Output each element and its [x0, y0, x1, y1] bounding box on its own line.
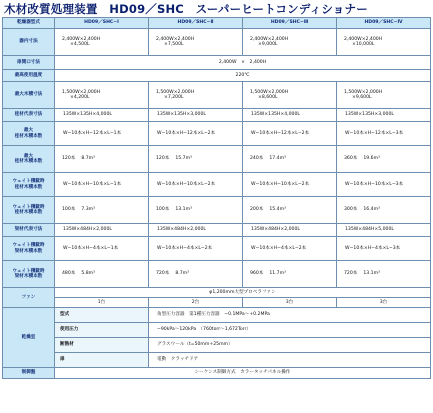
label-pillar-dimensions: 桂材代表寸法: [3, 109, 55, 122]
cell-weighted-beam-vol-1: [55, 261, 149, 288]
cell-control-panel: シーケンス制御方式 カラータッチパネル操作: [55, 368, 431, 379]
row-max-wood-dimensions: [3, 82, 431, 109]
pieces: 480本: [62, 271, 76, 277]
inner-dim-l: ×7,500L: [164, 42, 184, 47]
label-inner-dimensions: 器内寸法: [3, 29, 55, 56]
max-wood-wh: 1,500W×2,000H: [344, 89, 383, 95]
header-model-4: HD09／SHC−Ⅳ: [337, 18, 431, 29]
cell-weighted-pillar-count-3: W−10本×H−10本×L−2本: [243, 173, 337, 197]
drying-item-name: 扉: [55, 353, 149, 368]
cell-weighted-pillar-count-2: W−10本×H−10本×L−2本: [149, 173, 243, 197]
cell-weighted-beam-count-3: W−10本×H−4本×L−2本: [243, 237, 337, 261]
cell-inner-dim-3: [243, 29, 337, 56]
inner-dim-wh: 2,400W×2,400H: [250, 36, 289, 42]
cell-max-wood-3: [243, 82, 337, 109]
volume: 15.7m³: [175, 156, 192, 162]
volume: 8.7m³: [175, 271, 189, 277]
cell-weighted-beam-count-1: W−10本×H−4本×L−1本: [55, 237, 149, 261]
label-max-wood-dimensions: 最大木積寸法: [3, 82, 55, 109]
cell-weighted-beam-vol-2: [149, 261, 243, 288]
pieces: 300本: [344, 207, 358, 213]
volume: 13.1m³: [363, 271, 380, 277]
max-wood-wh: 1,500W×2,000H: [62, 89, 101, 95]
drying-item-value: 電動 クラッチドア: [149, 353, 431, 368]
volume: 13.1m³: [175, 207, 192, 213]
cell-weighted-pillar-vol-4: [337, 197, 431, 224]
cell-pillar-dim-3: 135W×135H×4,000L: [243, 109, 337, 122]
cell-max-pillar-count-1: W−10本×H−12本×L−1本: [55, 122, 149, 146]
cell-fan-units-3: 3台: [243, 298, 337, 308]
drying-item-name: 使用圧力: [55, 323, 149, 338]
pieces: 100本: [156, 207, 170, 213]
drying-item-name: 断熱材: [55, 338, 149, 353]
drying-item-value: −90kPa〜120kPa （760torr〜1,672Torr）: [149, 323, 431, 338]
cell-max-pillar-vol-1: [55, 146, 149, 173]
spec-table: [2, 17, 431, 379]
label-max-temperature: 最高使用温度: [3, 70, 55, 82]
drying-item-value: グラスウール（t=50mm+25mm）: [149, 338, 431, 353]
drying-item-name: 型式: [55, 308, 149, 323]
cell-pillar-dim-1: 135W×135H×4,000L: [55, 109, 149, 122]
header-model-1: HD09／SHC−Ⅰ: [55, 18, 149, 29]
row-fan-units: [3, 298, 431, 308]
cell-weighted-pillar-vol-2: [149, 197, 243, 224]
cell-pillar-dim-2: 135W×135H×3,000L: [149, 109, 243, 122]
row-weighted-pillar-count: [3, 173, 431, 197]
drying-item-value: 角型圧力容器 第1種圧力容器 −0.1MPa〜+0.2MPa: [149, 308, 431, 323]
row-weighted-pillar-volume: [3, 197, 431, 224]
inner-dim-wh: 2,400W×2,400H: [156, 36, 195, 42]
label-max-pillar-volume: 最大 桂材木積本数: [3, 146, 55, 173]
max-wood-wh: 1,500W×2,000H: [156, 89, 195, 95]
cell-fan-type: φ1,200mm大型プロペラファン: [55, 288, 431, 298]
row-control-panel: [3, 368, 431, 379]
label-weighted-beam-volume: ウェイト積載時 梁材木積本数: [3, 261, 55, 288]
label-fan: ファン: [3, 288, 55, 308]
label-beam-dimensions: 梁材代表寸法: [3, 224, 55, 237]
row-pillar-dimensions: [3, 109, 431, 122]
header-model-2: HD09／SHC−Ⅱ: [149, 18, 243, 29]
cell-fan-units-2: 2台: [149, 298, 243, 308]
row-max-pillar-count: [3, 122, 431, 146]
row-drying-door: [3, 353, 431, 368]
pieces: 100本: [62, 207, 76, 213]
max-wood-l: ×9,600L: [352, 95, 372, 100]
cell-max-wood-2: [149, 82, 243, 109]
cell-fan-units-4: 3台: [337, 298, 431, 308]
cell-inner-dim-2: [149, 29, 243, 56]
volume: 16.4m³: [363, 207, 380, 213]
label-weighted-beam-count: ウェイト積載時 梁材木積本数: [3, 237, 55, 261]
inner-dim-l: ×9,000L: [258, 42, 278, 47]
label-door-opening: 扉開口寸法: [3, 56, 55, 70]
pieces: 720本: [156, 271, 170, 277]
volume: 19.6m³: [363, 156, 380, 162]
cell-weighted-pillar-vol-3: [243, 197, 337, 224]
cell-weighted-beam-count-4: W−10本×H−4本×L−3本: [337, 237, 431, 261]
cell-beam-dim-2: 135W×484H×2,000L: [149, 224, 243, 237]
cell-max-temperature: 220℃: [55, 70, 431, 82]
cell-max-pillar-vol-2: [149, 146, 243, 173]
pieces: 720本: [344, 271, 358, 277]
row-drying-insulation: [3, 338, 431, 353]
row-weighted-beam-count: [3, 237, 431, 261]
max-wood-l: ×7,200L: [164, 95, 184, 100]
cell-max-pillar-vol-3: [243, 146, 337, 173]
label-weighted-pillar-volume: ウェイト積載時 桂材木積本数: [3, 197, 55, 224]
cell-inner-dim-4: [337, 29, 431, 56]
header-label: 乾燥器型式: [3, 18, 55, 29]
cell-max-pillar-vol-4: [337, 146, 431, 173]
pieces: 200本: [250, 207, 264, 213]
label-weighted-pillar-count: ウェイト積載時 桂材木積本数: [3, 173, 55, 197]
row-drying-pressure: [3, 323, 431, 338]
cell-weighted-pillar-count-1: W−10本×H−10本×L−1本: [55, 173, 149, 197]
cell-fan-units-1: 1台: [55, 298, 149, 308]
cell-beam-dim-3: 135W×484H×2,000L: [243, 224, 337, 237]
cell-beam-dim-4: 135W×484H×5,000L: [337, 224, 431, 237]
label-max-pillar-count: 最大 桂材木積本数: [3, 122, 55, 146]
cell-weighted-beam-vol-3: [243, 261, 337, 288]
cell-weighted-pillar-vol-1: [55, 197, 149, 224]
row-max-pillar-volume: [3, 146, 431, 173]
row-drying-type: [3, 308, 431, 323]
cell-max-pillar-count-4: W−10本×H−12本×L−3本: [337, 122, 431, 146]
cell-max-wood-4: [337, 82, 431, 109]
row-fan-type: [3, 288, 431, 298]
volume: 7.3m³: [81, 207, 95, 213]
cell-weighted-pillar-count-4: W−10本×H−10本×L−3本: [337, 173, 431, 197]
inner-dim-wh: 2,400W×2,400H: [62, 36, 101, 42]
cell-door-opening: 2,400W × 2,400H: [55, 56, 431, 70]
pieces: 120本: [62, 156, 76, 162]
volume: 8.7m³: [81, 156, 95, 162]
inner-dim-wh: 2,400W×2,400H: [344, 36, 383, 42]
max-wood-l: ×4,200L: [70, 95, 90, 100]
header-model-3: HD09／SHC−Ⅲ: [243, 18, 337, 29]
volume: 15.4m³: [269, 207, 286, 213]
cell-inner-dim-1: [55, 29, 149, 56]
row-door-opening: [3, 56, 431, 70]
header-row: [3, 18, 431, 29]
cell-max-pillar-count-3: W−10本×H−12本×L−2本: [243, 122, 337, 146]
row-max-temperature: [3, 70, 431, 82]
cell-max-pillar-count-2: W−10本×H−12本×L−2本: [149, 122, 243, 146]
page-title: 木材改質処理装置 HD09／SHC スーパーヒートコンディショナー: [4, 2, 368, 16]
max-wood-l: ×8,600L: [258, 95, 278, 100]
volume: 5.8m³: [81, 271, 95, 277]
row-beam-dimensions: [3, 224, 431, 237]
inner-dim-l: ×10,000L: [352, 42, 375, 47]
cell-max-wood-1: [55, 82, 149, 109]
pieces: 120本: [156, 156, 170, 162]
label-drying-chamber: 乾燥室: [3, 308, 55, 368]
inner-dim-l: ×4,500L: [70, 42, 90, 47]
pieces: 360本: [344, 156, 358, 162]
label-control-panel: 制御盤: [3, 368, 55, 379]
volume: 11.7m³: [269, 271, 286, 277]
pieces: 240本: [250, 156, 264, 162]
row-weighted-beam-volume: [3, 261, 431, 288]
max-wood-wh: 1,500W×2,000H: [250, 89, 289, 95]
cell-weighted-beam-vol-4: [337, 261, 431, 288]
row-inner-dimensions: [3, 29, 431, 56]
pieces: 960本: [250, 271, 264, 277]
cell-beam-dim-1: 135W×484H×2,000L: [55, 224, 149, 237]
cell-pillar-dim-4: 135W×135H×3,000L: [337, 109, 431, 122]
cell-weighted-beam-count-2: W−10本×H−4本×L−2本: [149, 237, 243, 261]
volume: 17.4m³: [269, 156, 286, 162]
